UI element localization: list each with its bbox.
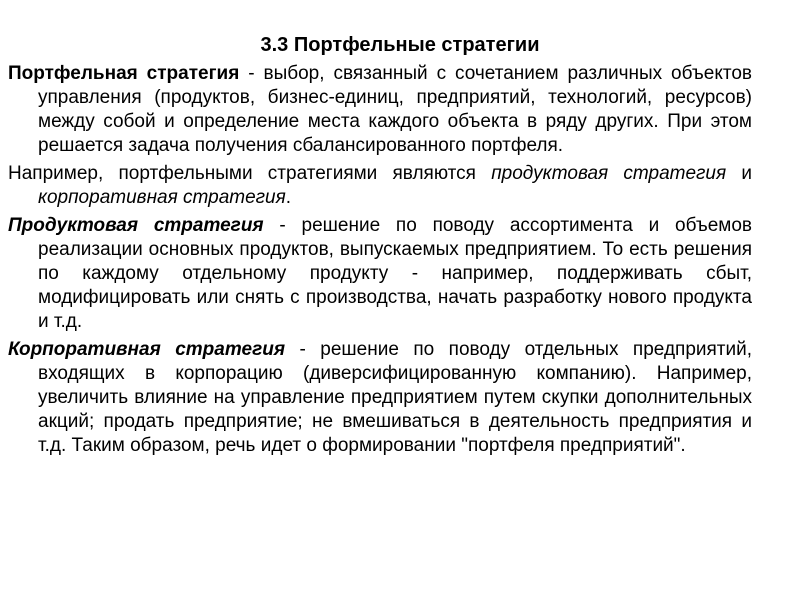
definition-portfolio-strategy: - выбор, связанный с сочетанием различных объектов управления (продуктов, бизнес-единиц, предприятий, технологий, ресурсов) между собой и определение места каждого объекта в ряду других. При этом решается задача получения сбалансированного портфеля. [38, 63, 752, 156]
term-product-strategy: Продуктовая стратегия [8, 215, 264, 236]
paragraph-product-strategy [8, 214, 752, 334]
examples-end: . [285, 187, 292, 208]
slide-title: 3.3 Портфельные стратегии [260, 34, 540, 56]
examples-term-product: продуктовая стратегия [491, 163, 727, 184]
term-corporate-strategy: Корпоративная стратегия [8, 339, 286, 360]
examples-term-corporate: корпоративная стратегия [38, 187, 286, 208]
examples-lead: Например, портфельными стратегиями являются [8, 163, 492, 184]
definition-product-strategy: - решение по поводу ассортимента и объемов реализации основных продуктов, выпускаемых предприятием. То есть решения по каждому отдельному продукту - например, поддерживать сбыт, модифицировать или снять с производства, начать разработку нового продукта и т.д. [38, 215, 753, 332]
paragraph-portfolio-strategy [8, 62, 752, 158]
paragraph-corporate-strategy [8, 338, 752, 458]
term-portfolio-strategy: Портфельная стратегия [8, 63, 240, 84]
definition-corporate-strategy: - решение по поводу отдельных предприятий, входящих в корпорацию (диверсифицированную компанию). Например, увеличить влияние на управление предприятием путем скупки дополнительных акций; продать предприятие; не вмешиваться в деятельность предприятия и т.д. Таким образом, речь идет о формировании "портфеля предприятий". [38, 339, 752, 456]
paragraph-examples [8, 162, 752, 210]
slide-body [8, 62, 752, 462]
examples-mid: и [726, 163, 752, 184]
